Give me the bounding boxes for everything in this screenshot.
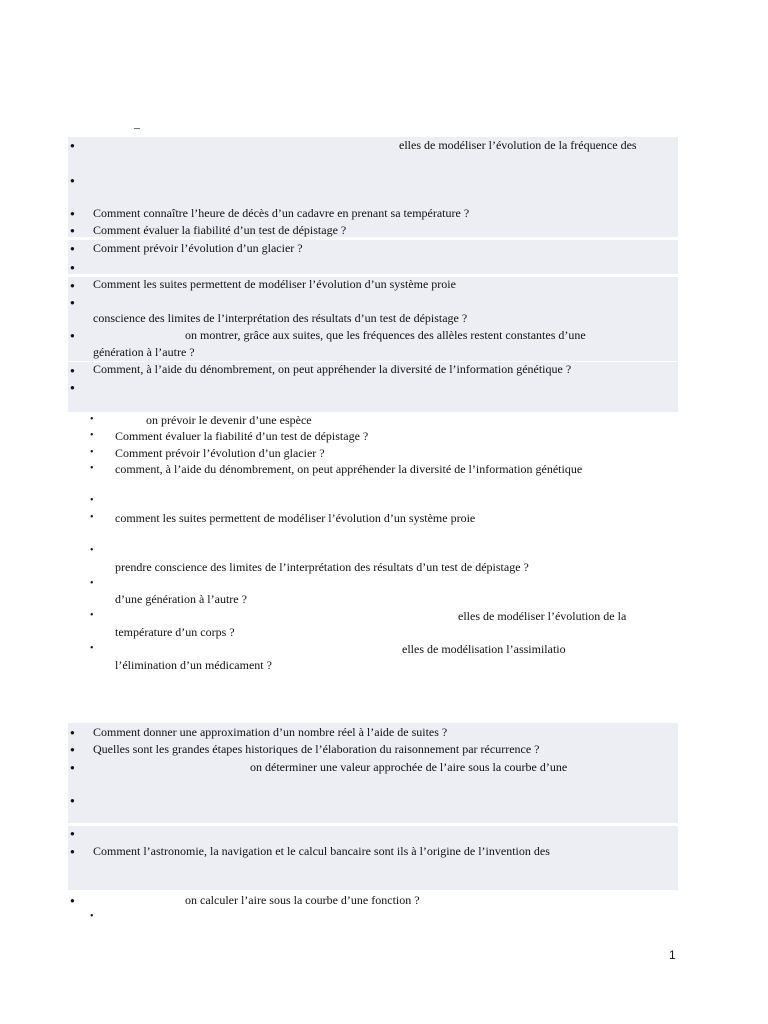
shaded-region-3b	[68, 826, 678, 890]
list-item: on montrer, grâce aux suites, que les fréquences des allèles restent constantes d’une	[185, 328, 586, 342]
list-item: l’élimination d’un médicament ?	[115, 658, 272, 672]
bullet: ●	[70, 281, 75, 290]
bullet: •	[90, 463, 94, 474]
list-item: Comment évaluer la fiabilité d’un test de dépistage ?	[115, 429, 369, 443]
list-item: génération à l’autre ?	[93, 345, 195, 359]
list-item: Comment donner une approximation d’un nombre réel à l’aide de suites ?	[93, 725, 448, 739]
bullet: ●	[70, 829, 75, 838]
list-item: comment, à l’aide du dénombrement, on peut appréhender la diversité de l’information génétique	[115, 462, 583, 476]
list-item: Comment les suites permettent de modéliser l’évolution d’un système proie	[93, 277, 456, 291]
bullet: ●	[70, 209, 75, 218]
bullet: ●	[70, 141, 75, 150]
list-item: Comment prévoir l’évolution d’un glacier ?	[115, 446, 325, 460]
page-number: 1	[669, 948, 676, 962]
bullet: ●	[70, 263, 75, 272]
list-item: température d’un corps ?	[115, 625, 235, 639]
list-item: Comment l’astronomie, la navigation et le calcul bancaire sont ils à l’origine de l’invention des	[93, 844, 550, 858]
bullet: •	[90, 447, 94, 458]
bullet: ●	[70, 176, 75, 185]
bullet: •	[90, 495, 94, 506]
list-item: Quelles sont les grandes étapes historiques de l’élaboration du raisonnement par récurrence ?	[93, 742, 540, 756]
bullet: •	[90, 414, 94, 425]
bullet: ●	[70, 896, 75, 905]
bullet: •	[90, 610, 94, 621]
list-item: comment les suites permettent de modéliser l’évolution d’un système proie	[115, 511, 476, 525]
list-item: Comment, à l’aide du dénombrement, on peut appréhender la diversité de l’information génétique ?	[93, 362, 572, 376]
list-item: elles de modélisation l’assimilatio	[402, 642, 566, 656]
list-item: prendre conscience des limites de l’interprétation des résultats d’un test de dépistage ?	[115, 560, 529, 574]
bullet: ●	[70, 847, 75, 856]
list-item: conscience des limites de l’interprétation des résultats d’un test de dépistage ?	[93, 311, 468, 325]
list-item: on calculer l’aire sous la courbe d’une fonction ?	[185, 893, 420, 907]
bullet: •	[90, 545, 94, 556]
list-item: elles de modéliser l’évolution de la	[458, 609, 627, 623]
bullet: ●	[70, 366, 75, 375]
list-item: Comment prévoir l’évolution d’un glacier ?	[93, 241, 303, 255]
list-item: Comment évaluer la fiabilité d’un test de dépistage ?	[93, 223, 347, 237]
bullet: ●	[70, 244, 75, 253]
list-item: d’une génération à l’autre ?	[115, 592, 247, 606]
bullet: ●	[70, 331, 75, 340]
bullet: ●	[70, 226, 75, 235]
list-item: Comment connaître l’heure de décès d’un cadavre en prenant sa température ?	[93, 206, 470, 220]
bullet: ●	[70, 728, 75, 737]
shaded-region-1a	[68, 137, 678, 237]
header-dash: –	[134, 120, 140, 134]
bullet: •	[90, 643, 94, 654]
list-item: on prévoir le devenir d’une espèce	[146, 413, 312, 427]
bullet: •	[90, 911, 94, 922]
list-item: on déterminer une valeur approchée de l’aire sous la courbe d’une	[250, 760, 568, 774]
bullet: ●	[70, 745, 75, 754]
bullet: •	[90, 430, 94, 441]
bullet: ●	[70, 298, 75, 307]
bullet: •	[90, 512, 94, 523]
list-item: elles de modéliser l’évolution de la fréquence des	[399, 138, 637, 152]
bullet: ●	[70, 383, 75, 392]
bullet: ●	[70, 796, 75, 805]
bullet: ●	[70, 763, 75, 772]
bullet: •	[90, 578, 94, 589]
